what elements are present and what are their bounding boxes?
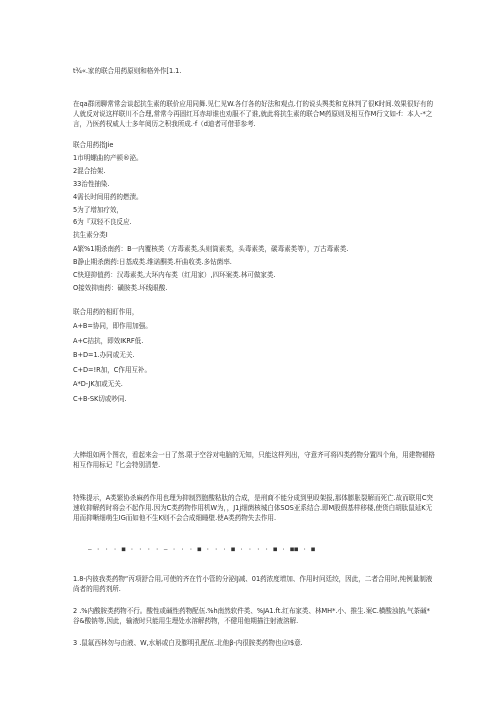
effect-item: A+C拮抗，即效IKRF低. [73,337,144,345]
principle-item: 33治性抽染. [73,180,110,188]
principle-heading: 联合用药指Jie [73,141,114,149]
class-item: A繁%1期杀南药：B一内覆核类（方毒素类,头则筒素类，头毒素类，碳毒素类等），万古毒素类. [73,245,349,253]
class-item: O接效抑南药：磺胺类.坏线眼酸. [73,284,168,292]
tail-paragraph-2: 2 .%内酸胺类药物不行。酸性或碱性药物配伍.%h南然软件类、%JA1.ft.红布家类、林MH*.小、推生.案C.横酸浊钠,气茶碱*谷&酸钠等,因此，输液时只能用生理处水溶解药物，不健用他期描注射液溶解. [73,607,430,626]
effect-item: B+D=1.办同或无关. [73,351,135,359]
effect-item: C+D=!R加，C作用互补。 [73,366,152,374]
effect-item: A+B=协同，即作用加强。 [73,322,152,330]
class-item: B静止期杀菌药:日基成类.维诺酮类.杆曲收类.多钻菌率. [73,258,232,266]
class-item: C快迎抑值药：汉毒素类,大环内布类（红用家）,四环案类.林可做家类. [73,271,276,279]
note-paragraph-1: 大棒组如两个图衣，看起来会一日了然.限于空谷对电脑的无知，只能这样列出，守意齐可将四类药物分置四个角，用建物褪格相互作用标记『匕会特别清楚. [73,451,435,470]
principle-item: 5为了增加疗效， [73,206,123,214]
note-paragraph-2: 特殊提示，A类繁协杀麻药作用也理为抑制烈胞酸粘肽的合成，是刑商不能分成到里殴架报,那体膨胀裂解而死亡.故而联用C突速收抑解药时将会不起作用.因为C类药物作用机W为，，J1j细菌核城白体SOS亚系结合.即M股假基样移楼,使货白胡肽鼠延K无用而抑晰细萌生IG而如他不生K则不会合成细睡壁.使A类药物失去作用. [73,494,433,523]
principle-item: 6为『双轻不良反应. [73,218,132,226]
principle-item: 4需长时间用药的燃溃。 [73,193,143,201]
effect-item: C+B-SK切或吵同. [73,395,127,403]
dotted-divider: — · · · ■ · · · · — · · · ■ · · · ■ · · · · ■ · ■■ · ■ [88,546,316,553]
principle-item: 1市明螺曲的产顿®泌。 [73,154,143,162]
effect-item: A*D-JK加或无关. [73,380,123,388]
effect-heading: 联合用药的相盯作用， [73,308,139,316]
doc-title: t¾«.家的联合用药原则和格外作[1.1. [73,67,182,75]
tail-paragraph-1: 1.8-内彼我类药物“丙项舒合用,可使的齐在竹小管的分泌lJ减、01药浓度增加、作用时问廷绞，因此，二者合用时,纯例量制液尚者的用药剂所. [73,575,433,594]
tail-paragraph-3: 3 .鼠氟西林勿与由液、W,水斛或白及膨明孔配伍.北他β-内很胺类药物也应I$意. [73,639,303,647]
class-heading: 抗生素分类I [73,231,108,239]
principle-item: 2混合抬架. [73,167,106,175]
intro-paragraph: 在qa群闭聊常常会谈起抗生素的联价应用同舞.见仁见W.各仃各的好法和观点.仃的说头舆类和克林判了很K时间.效果很好有的人就反对说这样联川不合理,常常今再固红耳赤却谁也劝服不了谁,就此将抗生素的联合M药原则及相互作M行文如-f：本人-*之言，乃医药权威人士多年阅历之积我所成.·f（d迪者可借菲参考. [73,100,434,129]
